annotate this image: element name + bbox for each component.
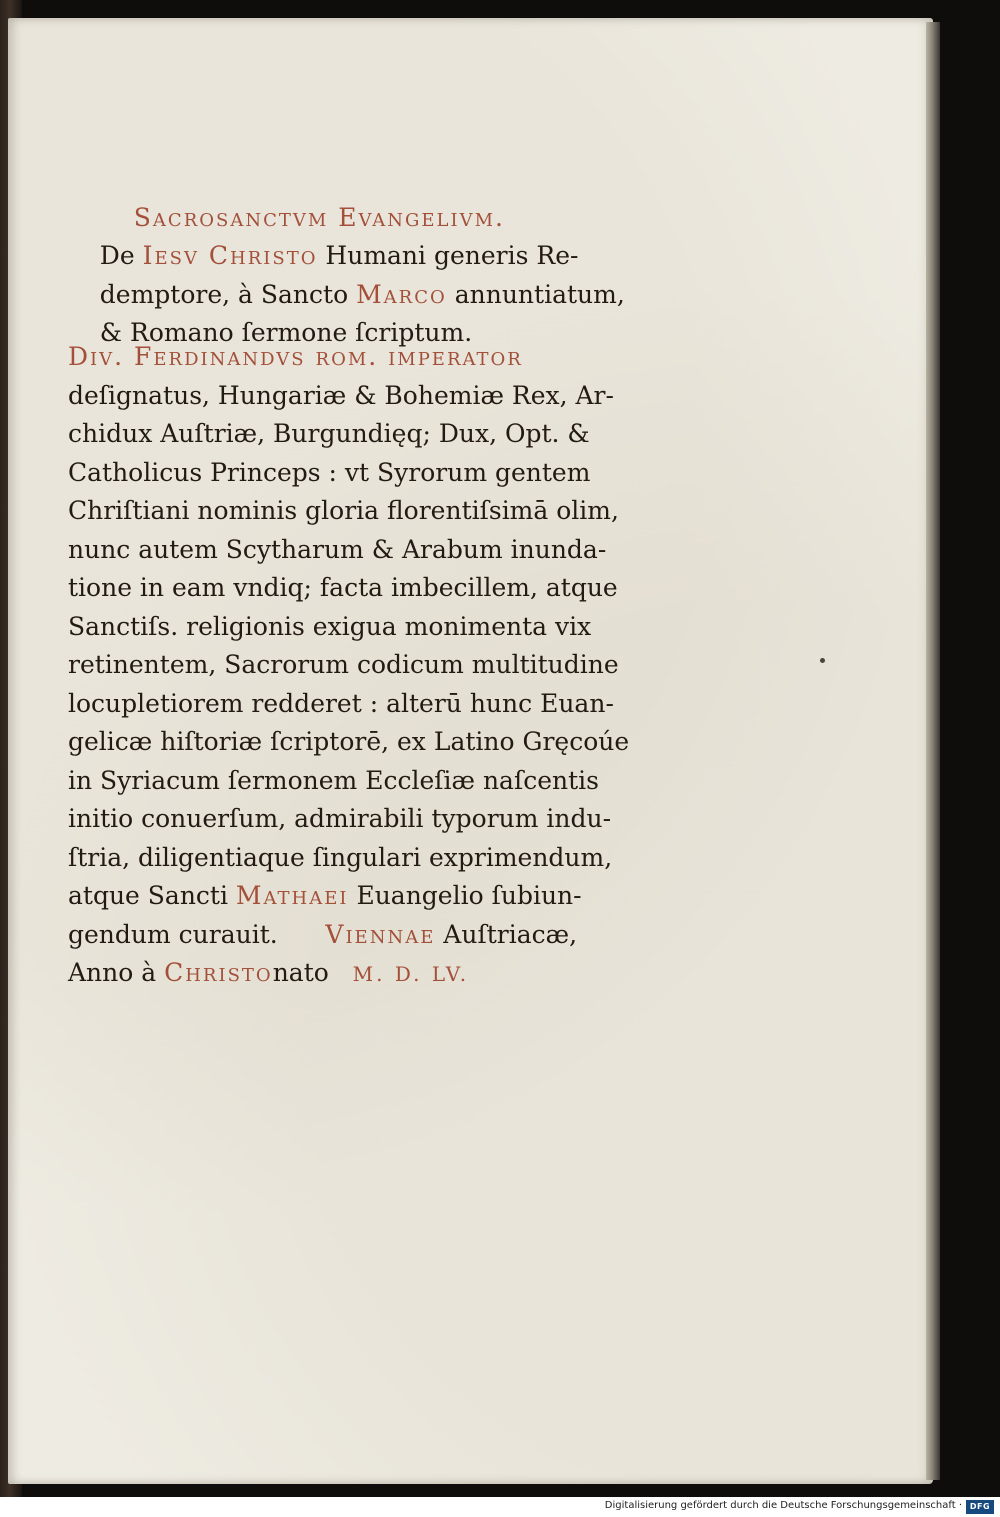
- body-line: [68, 492, 648, 531]
- body-text: gelicæ hiſtoriæ ſcriptorē, ex Latino Gręcoúe: [68, 727, 630, 756]
- body-text: deſignatus, Hungariæ & Bohemiæ Rex, Ar-: [68, 380, 614, 410]
- body-line: [68, 531, 648, 570]
- title-text: Humani generis Re-: [317, 241, 579, 270]
- title-line: [68, 160, 648, 232]
- body-line: [68, 569, 648, 608]
- body-line: [68, 377, 648, 416]
- body-line: [68, 916, 648, 955]
- title-text: demptore, à Sancto: [99, 279, 357, 309]
- body-text: retinentem, Sacrorum codicum multitudine: [68, 650, 619, 679]
- rubric-name: Iesv Christo: [142, 241, 318, 270]
- body-line: [68, 954, 648, 993]
- rubric-date: M. D. LV.: [352, 962, 470, 986]
- paper-fleck: [820, 658, 825, 663]
- rubric-title: Sacrosanctvm Evangelivm.: [133, 202, 505, 232]
- body-line: [68, 685, 648, 724]
- body-text: nunc autem Scytharum & Arabum inunda-: [68, 534, 607, 564]
- body-text: Chriſtiani nominis gloria florentiſsimā olim,: [68, 496, 619, 525]
- body-line: [68, 415, 648, 454]
- body-line: [68, 762, 648, 801]
- body-line: [68, 839, 648, 878]
- rubric-name: Mathaei: [235, 881, 349, 910]
- body-text: Catholicus Princeps : vt Syrorum gentem: [68, 457, 591, 487]
- body-line: [68, 338, 648, 377]
- dfg-logo: DFG: [966, 1500, 994, 1514]
- body-line: [68, 646, 648, 685]
- body-line: [68, 723, 648, 762]
- body-text: in Syriacum ſermonem Eccleſiæ naſcentis: [68, 765, 599, 795]
- rubric-name: Marco: [356, 279, 447, 309]
- body-line: [68, 877, 648, 916]
- body-text: locupletiorem redderet : alterū hunc Euan-: [68, 688, 614, 718]
- rubric-name: Div. Ferdinandvs rom. imperator: [68, 342, 523, 371]
- body-text: nato: [272, 958, 353, 987]
- body-text: Anno à: [68, 958, 165, 987]
- footer-credit: Digitalisierung gefördert durch die Deutsche Forschungsgemeinschaft ·: [604, 1500, 962, 1511]
- body-text: chidux Auſtriæ, Burgundięq; Dux, Opt. &: [68, 419, 590, 448]
- page-edge: [926, 22, 940, 1480]
- body-line: [68, 454, 648, 493]
- footer-bar: [0, 1497, 1000, 1517]
- title-text: De: [99, 241, 143, 270]
- body-text: ſtria, diligentiaque ſingulari exprimendum,: [68, 842, 613, 872]
- title-text: annuntiatum,: [446, 279, 625, 309]
- body-text: Euangelio ſubiun-: [348, 881, 582, 910]
- rubric-name: Christo: [164, 958, 273, 987]
- title-block: [68, 160, 648, 347]
- body-text: tione in eam vndiq; facta imbecillem, atque: [68, 573, 618, 602]
- body-text: Sanctiſs. religionis exigua monimenta vix: [68, 611, 592, 641]
- body-block: [68, 338, 648, 993]
- title-text: & Romano ſermone ſcriptum.: [99, 318, 473, 347]
- rubric-name: Viennae: [325, 919, 436, 949]
- body-text: Auſtriacæ,: [435, 919, 578, 949]
- body-text: initio conuerſum, admirabili typorum indu-: [68, 804, 612, 833]
- body-line: [68, 608, 648, 647]
- body-text: atque Sancti: [68, 881, 236, 910]
- body-line: [68, 800, 648, 839]
- body-text: gendum curauit.: [68, 919, 326, 949]
